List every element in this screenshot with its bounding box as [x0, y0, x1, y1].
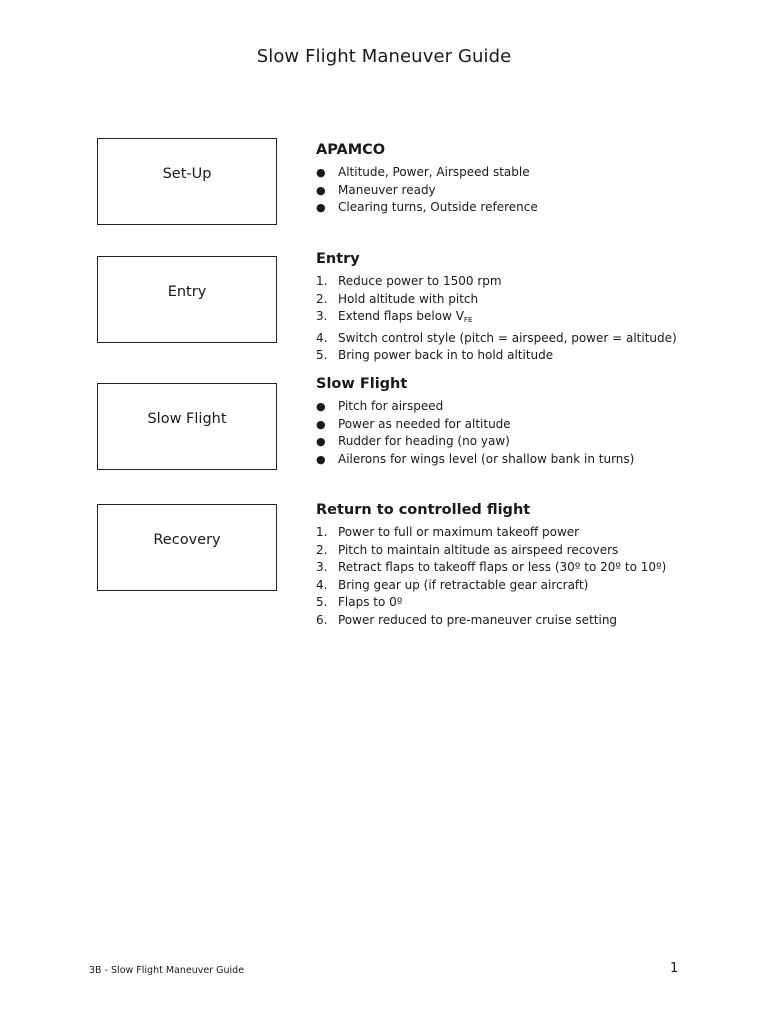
- apamco-list: [316, 164, 736, 217]
- number-marker: 6.: [316, 612, 328, 627]
- page-title: Slow Flight Maneuver Guide: [256, 46, 512, 67]
- slow-flight-box: [97, 383, 277, 470]
- bullet-marker: ●: [316, 435, 326, 449]
- footer-text: 3B - Slow Flight Maneuver Guide: [89, 965, 245, 976]
- list-item: ● Ailerons for wings level (or shallow bank in turns): [316, 451, 736, 469]
- vfe-subscript: FE: [463, 316, 473, 325]
- number-marker: 5.: [316, 348, 328, 363]
- entry-box: [97, 256, 277, 343]
- list-item: ● Rudder for heading (no yaw): [316, 433, 736, 451]
- entry-list: [316, 273, 736, 365]
- list-item: ● Clearing turns, Outside reference: [316, 199, 736, 217]
- slow-flight-section: [316, 374, 736, 468]
- list-item: 1. Power to full or maximum takeoff power: [316, 524, 736, 542]
- bullet-marker: ●: [316, 400, 326, 413]
- number-marker: 3.: [316, 309, 328, 324]
- list-item: 5. Flaps to 0º: [316, 594, 736, 612]
- recovery-box: [97, 504, 277, 591]
- number-marker: 1.: [316, 525, 328, 539]
- list-item: 4. Switch control style (pitch = airspeed, power = altitude): [316, 330, 736, 348]
- list-item: 2. Pitch to maintain altitude as airspeed recovers: [316, 542, 736, 560]
- number-marker: 1.: [316, 274, 328, 288]
- recovery-section: [316, 500, 736, 630]
- bullet-marker: ●: [316, 166, 326, 179]
- entry-box-label: Entry: [167, 284, 207, 300]
- recovery-list: [316, 524, 736, 630]
- apamco-heading: APAMCO: [316, 142, 386, 158]
- setup-box: [97, 138, 277, 225]
- number-marker: 3.: [316, 560, 328, 575]
- list-item: 1. Reduce power to 1500 rpm: [316, 273, 736, 291]
- list-item: 2. Hold altitude with pitch: [316, 291, 736, 309]
- list-item: ● Pitch for airspeed: [316, 398, 736, 416]
- bullet-marker: ●: [316, 417, 326, 431]
- slow-flight-list: [316, 398, 736, 468]
- apamco-section: [316, 140, 736, 217]
- list-item: 6. Power reduced to pre-maneuver cruise setting: [316, 612, 736, 630]
- bullet-marker: ●: [316, 452, 326, 466]
- number-marker: 4.: [316, 577, 328, 592]
- recovery-box-label: Recovery: [153, 532, 221, 548]
- number-marker: 5.: [316, 595, 328, 610]
- setup-box-label: Set-Up: [162, 166, 212, 182]
- page-number: 1: [670, 961, 679, 976]
- list-item: ● Power as needed for altitude: [316, 416, 736, 434]
- slow-flight-heading: Slow Flight: [316, 376, 408, 392]
- entry-section: [316, 249, 736, 365]
- number-marker: 4.: [316, 330, 328, 345]
- number-marker: 2.: [316, 542, 328, 557]
- list-item: ● Maneuver ready: [316, 182, 736, 200]
- list-item: 5. Bring power back in to hold altitude: [316, 347, 736, 365]
- number-marker: 2.: [316, 291, 328, 306]
- list-item: ● Altitude, Power, Airspeed stable: [316, 164, 736, 182]
- list-item: 4. Bring gear up (if retractable gear aircraft): [316, 577, 736, 595]
- bullet-marker: ●: [316, 201, 326, 215]
- list-item: 3. Retract flaps to takeoff flaps or less (30º to 20º to 10º): [316, 559, 736, 577]
- bullet-marker: ●: [316, 183, 326, 197]
- recovery-heading: Return to controlled flight: [316, 502, 531, 518]
- list-item: 3. Extend flaps below $V_{FE}$: [316, 309, 473, 325]
- slow-flight-box-label: Slow Flight: [147, 411, 227, 427]
- entry-heading: Entry: [316, 251, 360, 267]
